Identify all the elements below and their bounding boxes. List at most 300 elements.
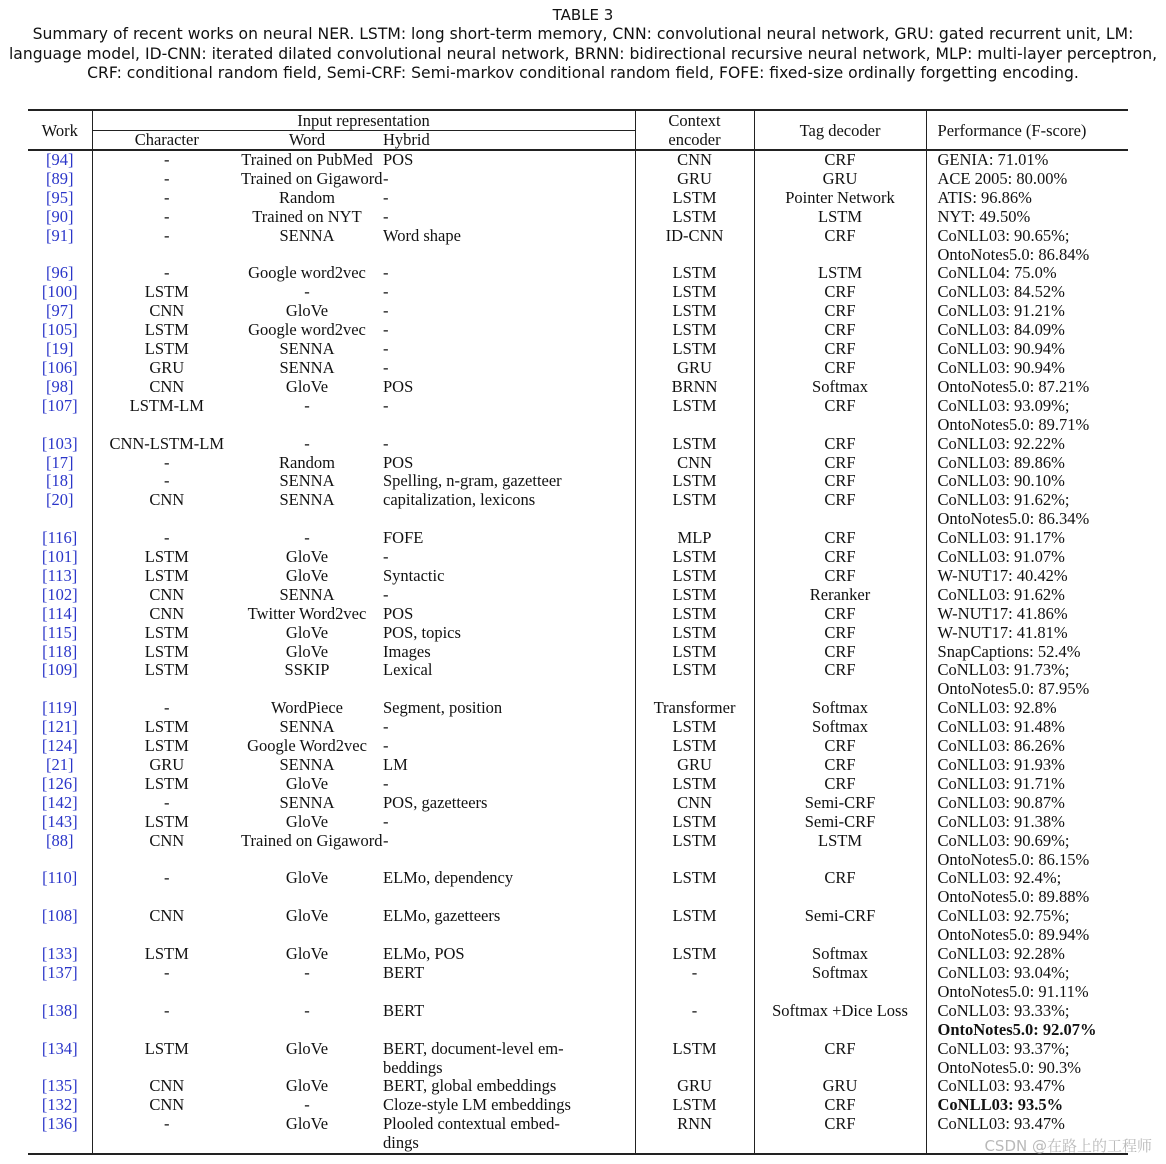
character-cell: - (92, 264, 241, 283)
performance-cell: CoNLL03: 91.73%; (926, 661, 1128, 680)
character-cell: LSTM (92, 567, 241, 586)
performance-cell: CoNLL03: 90.94% (926, 359, 1128, 378)
character-cell: CNN-LSTM-LM (92, 435, 241, 454)
hybrid-cell: capitalization, lexicons (383, 490, 536, 510)
hybrid-cell: - (383, 301, 389, 321)
header-hybrid: Hybrid (373, 131, 635, 150)
tag-decoder-cell: LSTM (754, 264, 926, 283)
work-cell[interactable]: [132] (41, 1095, 78, 1115)
context-encoder-cell: LSTM (635, 283, 754, 302)
character-cell (92, 888, 241, 907)
work-cell (28, 851, 92, 870)
performance-cell: CoNLL03: 91.71% (926, 775, 1128, 794)
hybrid-cell: Plooled contextual embed- (383, 1114, 560, 1134)
table-row (28, 472, 1128, 491)
context-encoder-cell (635, 983, 754, 1002)
work-cell[interactable]: [136] (41, 1114, 78, 1134)
hybrid-cell: - (383, 773, 389, 793)
context-encoder-cell: LSTM (635, 302, 754, 321)
hybrid-cell: POS, gazetteers (383, 792, 488, 812)
table-row (28, 737, 1128, 756)
context-encoder-cell: LSTM (635, 491, 754, 510)
character-cell (92, 983, 241, 1002)
work-cell[interactable]: [95] (46, 187, 74, 207)
tag-decoder-cell: CRF (754, 340, 926, 359)
table-row (28, 435, 1128, 454)
performance-cell: CoNLL03: 91.93% (926, 756, 1128, 775)
word-cell: - (304, 282, 310, 302)
tag-decoder-cell: Softmax (754, 964, 926, 983)
word-cell: Trained on Gigaword (241, 168, 383, 188)
character-cell: - (92, 170, 241, 189)
character-cell: LSTM (92, 283, 241, 302)
context-encoder-cell: - (635, 1002, 754, 1021)
character-cell: - (92, 964, 241, 983)
performance-cell: ATIS: 96.86% (926, 189, 1128, 208)
table-row (28, 340, 1128, 359)
context-encoder-cell: LSTM (635, 1096, 754, 1115)
table-row (28, 378, 1128, 397)
work-cell[interactable]: [103] (41, 433, 78, 453)
context-encoder-cell: LSTM (635, 605, 754, 624)
table-row (28, 661, 1128, 680)
character-cell: LSTM (92, 661, 241, 680)
table-row (28, 189, 1128, 208)
word-cell (241, 1134, 373, 1154)
work-cell[interactable]: [19] (46, 339, 74, 359)
tag-decoder-cell (754, 926, 926, 945)
performance-cell: OntoNotes5.0: 87.95% (926, 680, 1128, 699)
tag-decoder-cell: Softmax (754, 945, 926, 964)
work-cell[interactable]: [89] (46, 168, 74, 188)
character-cell (92, 246, 241, 265)
performance-cell: CoNLL03: 90.65%; (926, 227, 1128, 246)
work-cell[interactable]: [135] (41, 1076, 78, 1096)
performance-cell: CoNLL03: 93.04%; (926, 964, 1128, 983)
hybrid-cell: - (383, 206, 389, 226)
table-row (28, 775, 1128, 794)
table-row (28, 624, 1128, 643)
tag-decoder-cell: CRF (754, 302, 926, 321)
work-cell[interactable]: [105] (41, 320, 78, 340)
work-cell[interactable]: [106] (41, 357, 78, 377)
context-encoder-cell: LSTM (635, 907, 754, 926)
word-cell: GloVe (285, 641, 329, 661)
context-encoder-cell: LSTM (635, 775, 754, 794)
hybrid-cell (373, 983, 635, 1002)
tag-decoder-cell: LSTM (754, 832, 926, 851)
performance-cell: GENIA: 71.01% (926, 150, 1128, 170)
table-row (28, 454, 1128, 473)
context-encoder-cell (635, 1134, 754, 1154)
word-cell: - (304, 433, 310, 453)
work-cell[interactable]: [108] (41, 906, 78, 926)
work-cell (28, 1059, 92, 1078)
header-input-representation: Input representation (92, 110, 635, 131)
table-row (28, 964, 1128, 983)
performance-cell: CoNLL03: 91.62%; (926, 491, 1128, 510)
performance-cell: CoNLL03: 86.26% (926, 737, 1128, 756)
performance-cell: CoNLL03: 90.87% (926, 794, 1128, 813)
work-cell[interactable]: [107] (41, 395, 78, 415)
tag-decoder-cell: CRF (754, 624, 926, 643)
tag-decoder-cell: LSTM (754, 208, 926, 227)
character-cell (92, 1134, 241, 1154)
word-cell: GloVe (285, 565, 329, 585)
table-row (28, 983, 1128, 1002)
tag-decoder-cell: CRF (754, 869, 926, 888)
word-cell: SENNA (279, 225, 335, 245)
character-cell (92, 1059, 241, 1078)
table-row (28, 397, 1128, 416)
context-encoder-cell: LSTM (635, 340, 754, 359)
hybrid-cell: ELMo, POS (383, 944, 465, 964)
work-cell[interactable]: [115] (42, 622, 78, 642)
work-cell[interactable]: [133] (41, 944, 78, 964)
work-cell[interactable]: [109] (41, 660, 78, 680)
performance-cell: CoNLL03: 92.75%; (926, 907, 1128, 926)
word-cell: Random (279, 452, 335, 472)
work-cell[interactable]: [114] (42, 603, 78, 623)
character-cell: - (92, 454, 241, 473)
performance-cell: W-NUT17: 41.86% (926, 605, 1128, 624)
performance-cell: CoNLL03: 91.38% (926, 813, 1128, 832)
word-cell (241, 888, 373, 907)
tag-decoder-cell (754, 510, 926, 529)
context-encoder-cell: CNN (635, 454, 754, 473)
character-cell: - (92, 1002, 241, 1021)
tag-decoder-cell: CRF (754, 454, 926, 473)
header-tag-decoder: Tag decoder (754, 110, 926, 150)
context-encoder-cell: - (635, 964, 754, 983)
table-row (28, 1096, 1128, 1115)
word-cell: SSKIP (284, 660, 330, 680)
tag-decoder-cell: CRF (754, 567, 926, 586)
character-cell (92, 510, 241, 529)
hybrid-cell: BERT (383, 962, 425, 982)
context-encoder-cell: LSTM (635, 472, 754, 491)
table-body (28, 150, 1128, 1154)
work-cell[interactable]: [91] (46, 225, 74, 245)
tag-decoder-cell: Softmax (754, 718, 926, 737)
word-cell: - (304, 528, 310, 548)
performance-cell: OntoNotes5.0: 86.15% (926, 851, 1128, 870)
tag-decoder-cell: Reranker (754, 586, 926, 605)
tag-decoder-cell: CRF (754, 491, 926, 510)
table-row (28, 718, 1128, 737)
watermark: CSDN @在路上的工程师 (984, 1137, 1152, 1155)
performance-cell: NYT: 49.50% (926, 208, 1128, 227)
context-encoder-cell: LSTM (635, 832, 754, 851)
hybrid-cell: POS (383, 376, 414, 396)
work-cell[interactable]: [126] (41, 773, 78, 793)
context-encoder-cell: RNN (635, 1115, 754, 1134)
performance-cell: CoNLL03: 92.22% (926, 435, 1128, 454)
table-row (28, 756, 1128, 775)
tag-decoder-cell: CRF (754, 150, 926, 170)
work-cell[interactable]: [142] (41, 792, 78, 812)
work-cell[interactable]: [121] (41, 717, 78, 737)
hybrid-cell: POS (383, 452, 414, 472)
table-row (28, 869, 1128, 888)
context-encoder-cell: BRNN (635, 378, 754, 397)
hybrid-cell: - (383, 168, 389, 188)
context-encoder-cell: MLP (635, 529, 754, 548)
word-cell: GloVe (285, 906, 329, 926)
context-encoder-cell: GRU (635, 359, 754, 378)
hybrid-cell: BERT (383, 1000, 425, 1020)
word-cell: Google Word2vec (247, 736, 367, 756)
word-cell: GloVe (285, 376, 329, 396)
word-cell: SENNA (279, 755, 335, 774)
tag-decoder-cell: GRU (754, 1077, 926, 1096)
performance-cell: CoNLL03: 91.07% (926, 548, 1128, 567)
work-cell (28, 926, 92, 945)
performance-cell: OntoNotes5.0: 90.3% (926, 1059, 1128, 1078)
work-cell[interactable]: [100] (41, 282, 78, 302)
character-cell: CNN (92, 605, 241, 624)
context-encoder-cell: LSTM (635, 586, 754, 605)
work-cell[interactable]: [20] (46, 490, 74, 510)
tag-decoder-cell: CRF (754, 643, 926, 662)
performance-cell: CoNLL03: 91.21% (926, 302, 1128, 321)
work-cell[interactable]: [21] (46, 755, 74, 774)
character-cell: LSTM (92, 775, 241, 794)
table-row (28, 283, 1128, 302)
work-cell[interactable]: [116] (42, 528, 78, 548)
hybrid-cell: - (383, 717, 389, 737)
context-encoder-cell: ID-CNN (635, 227, 754, 246)
work-cell[interactable]: [17] (46, 452, 74, 472)
character-cell: - (92, 472, 241, 491)
word-cell (241, 1059, 373, 1078)
word-cell: GloVe (285, 773, 329, 793)
table-row (28, 529, 1128, 548)
performance-cell: CoNLL03: 93.37%; (926, 1040, 1128, 1059)
performance-cell: SnapCaptions: 52.4% (926, 643, 1128, 662)
character-cell: CNN (92, 1096, 241, 1115)
performance-cell: CoNLL04: 75.0% (926, 264, 1128, 283)
character-cell: LSTM-LM (92, 397, 241, 416)
word-cell: Twitter Word2vec (247, 603, 367, 623)
hybrid-cell: Word shape (383, 225, 461, 245)
table-row (28, 926, 1128, 945)
word-cell: GloVe (285, 868, 329, 888)
performance-cell: CoNLL03: 91.48% (926, 718, 1128, 737)
hybrid-cell: - (383, 547, 389, 567)
table-row (28, 321, 1128, 340)
table-row (28, 1040, 1128, 1059)
word-cell: Trained on NYT (252, 206, 362, 226)
table-row (28, 813, 1128, 832)
table-caption-title: TABLE 3 (552, 6, 614, 24)
table-row (28, 699, 1128, 718)
character-cell: LSTM (92, 945, 241, 964)
tag-decoder-cell (754, 1059, 926, 1078)
table-row (28, 246, 1128, 265)
context-encoder-cell: LSTM (635, 397, 754, 416)
work-cell (28, 1021, 92, 1040)
tag-decoder-cell: CRF (754, 529, 926, 548)
table-row (28, 1002, 1128, 1021)
hybrid-cell: - (383, 339, 389, 359)
character-cell: LSTM (92, 340, 241, 359)
hybrid-cell (373, 246, 635, 265)
character-cell: - (92, 150, 241, 170)
table-row (28, 227, 1128, 246)
word-cell (241, 1021, 373, 1040)
work-cell[interactable]: [110] (42, 868, 78, 888)
performance-cell: OntoNotes5.0: 87.21% (926, 378, 1128, 397)
performance-cell: CoNLL03: 93.09%; (926, 397, 1128, 416)
character-cell: - (92, 1115, 241, 1134)
hybrid-cell: Syntactic (383, 565, 445, 585)
work-cell[interactable]: [143] (41, 811, 78, 831)
table-row (28, 680, 1128, 699)
word-cell: GloVe (285, 1038, 329, 1058)
context-encoder-cell: LSTM (635, 718, 754, 737)
table-caption-line: language model, ID-CNN: iterated dilated convolutional neural network, BRNN: bidirectional recursive neural network, MLP: multi-layer perceptron, (8, 44, 1158, 63)
tag-decoder-cell (754, 851, 926, 870)
tag-decoder-cell (754, 1021, 926, 1040)
tag-decoder-cell: CRF (754, 321, 926, 340)
work-cell (28, 888, 92, 907)
table-row (28, 150, 1128, 170)
tag-decoder-cell: CRF (754, 605, 926, 624)
work-cell[interactable]: [90] (46, 206, 74, 226)
work-cell[interactable]: [124] (41, 736, 78, 756)
work-cell[interactable]: [101] (41, 547, 78, 567)
tag-decoder-cell (754, 416, 926, 435)
context-encoder-cell: LSTM (635, 813, 754, 832)
context-encoder-cell: LSTM (635, 643, 754, 662)
word-cell: GloVe (285, 1114, 329, 1134)
tag-decoder-cell: CRF (754, 1040, 926, 1059)
work-cell[interactable]: [96] (46, 263, 74, 283)
hybrid-cell: Spelling, n-gram, gazetteer (383, 471, 562, 491)
work-cell (28, 680, 92, 699)
word-cell: GloVe (285, 944, 329, 964)
work-cell[interactable]: [102] (41, 584, 78, 604)
work-cell (28, 246, 92, 265)
table-row (28, 1077, 1128, 1096)
table-row (28, 416, 1128, 435)
table-row (28, 1134, 1128, 1154)
work-cell[interactable]: [97] (46, 301, 74, 321)
hybrid-cell: POS (383, 603, 414, 623)
tag-decoder-cell: CRF (754, 775, 926, 794)
character-cell: LSTM (92, 737, 241, 756)
table-row (28, 832, 1128, 851)
work-cell[interactable]: [134] (41, 1038, 78, 1058)
tag-decoder-cell: Semi-CRF (754, 794, 926, 813)
context-encoder-cell (635, 510, 754, 529)
performance-cell: OntoNotes5.0: 89.71% (926, 416, 1128, 435)
work-cell[interactable]: [113] (42, 565, 78, 585)
word-cell: SENNA (279, 584, 335, 604)
word-cell: GloVe (285, 1076, 329, 1096)
hybrid-cell: Lexical (383, 660, 433, 680)
performance-cell: OntoNotes5.0: 86.84% (926, 246, 1128, 265)
table-row (28, 945, 1128, 964)
work-cell[interactable]: [98] (46, 376, 74, 396)
work-cell[interactable]: [137] (41, 962, 78, 982)
work-cell[interactable]: [88] (46, 830, 74, 850)
hybrid-cell: - (383, 736, 389, 756)
table-row (28, 888, 1128, 907)
context-encoder-cell: LSTM (635, 1040, 754, 1059)
tag-decoder-cell: Semi-CRF (754, 907, 926, 926)
hybrid-cell: - (383, 263, 389, 283)
word-cell: GloVe (285, 547, 329, 567)
table-row (28, 548, 1128, 567)
work-cell[interactable]: [118] (42, 641, 78, 661)
character-cell: - (92, 869, 241, 888)
character-cell: - (92, 208, 241, 227)
work-cell (28, 1134, 92, 1154)
context-encoder-cell: CNN (635, 150, 754, 170)
tag-decoder-cell: CRF (754, 1096, 926, 1115)
performance-cell: CoNLL03: 92.28% (926, 945, 1128, 964)
work-cell (28, 510, 92, 529)
context-encoder-cell: LSTM (635, 624, 754, 643)
context-encoder-cell (635, 1021, 754, 1040)
context-encoder-cell: LSTM (635, 567, 754, 586)
context-encoder-cell: LSTM (635, 661, 754, 680)
header-work: Work (28, 110, 92, 150)
word-cell: GloVe (285, 301, 329, 321)
work-cell[interactable]: [94] (46, 150, 74, 169)
hybrid-cell (373, 888, 635, 907)
character-cell (92, 680, 241, 699)
character-cell: LSTM (92, 1040, 241, 1059)
hybrid-cell: - (383, 187, 389, 207)
character-cell (92, 851, 241, 870)
character-cell: - (92, 227, 241, 246)
word-cell (241, 246, 373, 265)
performance-cell: OntoNotes5.0: 89.88% (926, 888, 1128, 907)
character-cell: LSTM (92, 643, 241, 662)
character-cell: - (92, 189, 241, 208)
performance-cell: CoNLL03: 92.8% (926, 699, 1128, 718)
performance-cell: CoNLL03: 91.17% (926, 529, 1128, 548)
table-row (28, 851, 1128, 870)
work-cell[interactable]: [119] (42, 698, 78, 718)
hybrid-cell: - (383, 433, 389, 453)
context-encoder-cell (635, 926, 754, 945)
work-cell[interactable]: [138] (41, 1000, 78, 1020)
hybrid-cell: - (383, 811, 389, 831)
hybrid-cell: POS, topics (383, 622, 461, 642)
character-cell: LSTM (92, 718, 241, 737)
performance-cell: CoNLL03: 93.33%; (926, 1002, 1128, 1021)
word-cell: SENNA (279, 339, 335, 359)
performance-cell: CoNLL03: 90.10% (926, 472, 1128, 491)
work-cell[interactable]: [18] (46, 471, 74, 491)
tag-decoder-cell: CRF (754, 737, 926, 756)
word-cell: SENNA (279, 792, 335, 812)
header-performance: Performance (F-score) (926, 110, 1128, 150)
table-row (28, 794, 1128, 813)
hybrid-cell (373, 1021, 635, 1040)
tag-decoder-cell: Pointer Network (754, 189, 926, 208)
table-row (28, 567, 1128, 586)
context-encoder-cell: LSTM (635, 548, 754, 567)
character-cell: CNN (92, 586, 241, 605)
context-encoder-cell: GRU (635, 1077, 754, 1096)
tag-decoder-cell (754, 246, 926, 265)
hybrid-cell: - (383, 320, 389, 340)
